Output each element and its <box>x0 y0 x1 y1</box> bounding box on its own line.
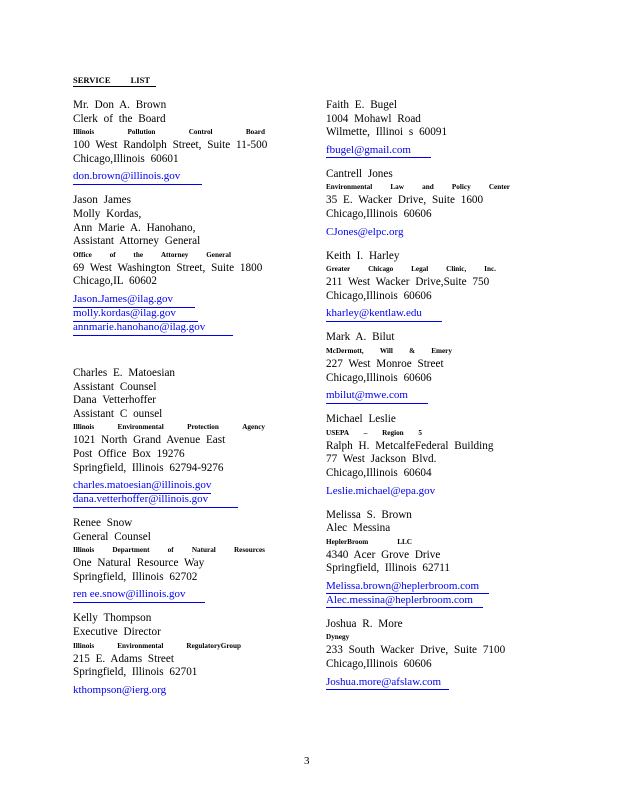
email-link[interactable]: annmarie.hanohano@ilag.gov <box>73 321 233 336</box>
email-link[interactable]: kthompson@ierg.org <box>73 683 167 696</box>
address-line: 1021 North Grand Avenue East <box>73 434 226 447</box>
address-line: Springfield, Illinois 62711 <box>326 562 450 575</box>
address-line: Chicago,Illinois 60604 <box>326 466 432 479</box>
organization: Illinois Pollution Control Board <box>73 128 265 137</box>
address-line: 1004 Mohawl Road <box>326 112 421 125</box>
email-link[interactable]: Joshua.more@afslaw.com <box>326 676 449 691</box>
address-line: Chicago,Illinois 60601 <box>73 152 179 165</box>
address-line: 4340 Acer Grove Drive <box>326 548 441 561</box>
contact-entry <box>326 618 516 686</box>
contact-name: Molly Kordas, <box>73 207 142 220</box>
address-line: 215 E. Adams Street <box>73 652 174 665</box>
organization: HeplerBroom LLC <box>326 537 412 546</box>
right-column <box>326 99 516 700</box>
address-line: 35 E. Wacker Drive, Suite 1600 <box>326 194 484 207</box>
contact-name: Charles E. Matoesian <box>73 366 176 379</box>
service-list-title: SERVICE LIST <box>73 75 156 87</box>
address-line: Chicago,Illinois 60606 <box>326 658 432 671</box>
contact-name: Ann Marie A. Hanohano, <box>73 221 196 234</box>
contact-entry <box>73 366 273 506</box>
contact-name: Mark A. Bilut <box>326 331 395 344</box>
address-line: Post Office Box 19276 <box>73 447 185 460</box>
email-link[interactable]: don.brown@illinois.gov <box>73 170 202 185</box>
address-line: Wilmette, Illinoi s 60091 <box>326 126 448 139</box>
organization: Illinois Environmental RegulatoryGroup <box>73 641 241 650</box>
email-link[interactable]: Jason.James@ilag.gov <box>73 293 195 308</box>
email-link[interactable]: molly.kordas@ilag.gov <box>73 307 198 322</box>
address-line: Chicago,Illinois 60606 <box>326 207 432 220</box>
organization: Illinois Department of Natural Resources <box>73 546 265 555</box>
left-column <box>73 99 273 708</box>
contact-entry <box>326 250 516 318</box>
contact-title: General Counsel <box>73 530 151 543</box>
email-link[interactable]: Alec.messina@heplerbroom.com <box>326 594 483 609</box>
organization: USEPA – Region 5 <box>326 428 422 437</box>
organization: Office of the Attorney General <box>73 250 231 259</box>
contact-name: Renee Snow <box>73 517 133 530</box>
contact-entry <box>326 331 516 402</box>
email-link[interactable]: kharley@kentlaw.edu <box>326 307 442 322</box>
contact-entry <box>326 168 516 236</box>
address-line: Chicago,Illinois 60606 <box>326 371 432 384</box>
organization: McDermott, Will & Emery <box>326 346 452 355</box>
address-line: Ralph H. MetcalfeFederal Building <box>326 439 494 452</box>
contact-entry <box>326 99 516 154</box>
contact-entry <box>73 99 273 183</box>
contact-name: Faith E. Bugel <box>326 99 397 111</box>
address-line: 233 South Wacker Drive, Suite 7100 <box>326 644 506 657</box>
contact-name: Kelly Thompson <box>73 612 152 625</box>
contact-entry <box>326 509 516 604</box>
email-link[interactable]: Leslie.michael@epa.gov <box>326 484 436 497</box>
contact-title: Assistant Attorney General <box>73 235 201 248</box>
organization: Dynegy <box>326 633 350 642</box>
email-link[interactable]: dana.vetterhoffer@illinois.gov <box>73 493 238 508</box>
organization: Environmental Law and Policy Center <box>326 183 510 192</box>
email-link[interactable]: mbilut@mwe.com <box>326 389 428 404</box>
page-number: 3 <box>304 755 310 767</box>
contact-name: Keith I. Harley <box>326 249 400 262</box>
contact-title: Assistant C ounsel <box>73 407 163 420</box>
contact-entry <box>73 194 273 331</box>
address-line: 77 West Jackson Blvd. <box>326 453 437 466</box>
address-line: One Natural Resource Way <box>73 557 205 570</box>
organization: Greater Chicago Legal Clinic, Inc. <box>326 265 496 274</box>
address-line: Springfield, Illinois 62702 <box>73 570 198 583</box>
email-link[interactable]: CJones@elpc.org <box>326 225 404 238</box>
contact-name: Cantrell Jones <box>326 167 393 180</box>
address-line: Chicago,IL 60602 <box>73 275 157 288</box>
contact-title: Clerk of the Board <box>73 112 166 125</box>
contact-name: Joshua R. More <box>326 617 403 630</box>
contact-name: Melissa S. Brown <box>326 508 412 521</box>
address-line: 227 West Monroe Street <box>326 357 444 370</box>
email-link[interactable]: charles.matoesian@illinois.gov <box>73 479 211 494</box>
address-line: Springfield, Illinois 62701 <box>73 666 198 679</box>
address-line: 100 West Randolph Street, Suite 11-500 <box>73 139 268 152</box>
email-link[interactable]: Melissa.brown@heplerbroom.com <box>326 580 489 595</box>
contact-name: Jason James <box>73 194 131 207</box>
contact-title: Assistant Counsel <box>73 380 157 393</box>
contact-title: Executive Director <box>73 626 161 639</box>
address-line: 69 West Washington Street, Suite 1800 <box>73 261 263 274</box>
contact-entry <box>73 517 273 601</box>
contact-name: Michael Leslie <box>326 413 396 426</box>
contact-name: Dana Vetterhoffer <box>73 394 157 407</box>
address-line: Springfield, Illinois 62794-9276 <box>73 461 224 474</box>
contact-entry <box>326 413 516 497</box>
address-line: 211 West Wacker Drive,Suite 750 <box>326 276 490 289</box>
email-link[interactable]: fbugel@gmail.com <box>326 144 431 159</box>
email-link[interactable]: ren ee.snow@illinois.gov <box>73 588 205 603</box>
contact-name: Alec Messina <box>326 522 391 535</box>
contact-name: Mr. Don A. Brown <box>73 99 167 111</box>
organization: Illinois Environmental Protection Agency <box>73 423 265 432</box>
contact-entry <box>73 612 273 696</box>
address-line: Chicago,Illinois 60606 <box>326 289 432 302</box>
